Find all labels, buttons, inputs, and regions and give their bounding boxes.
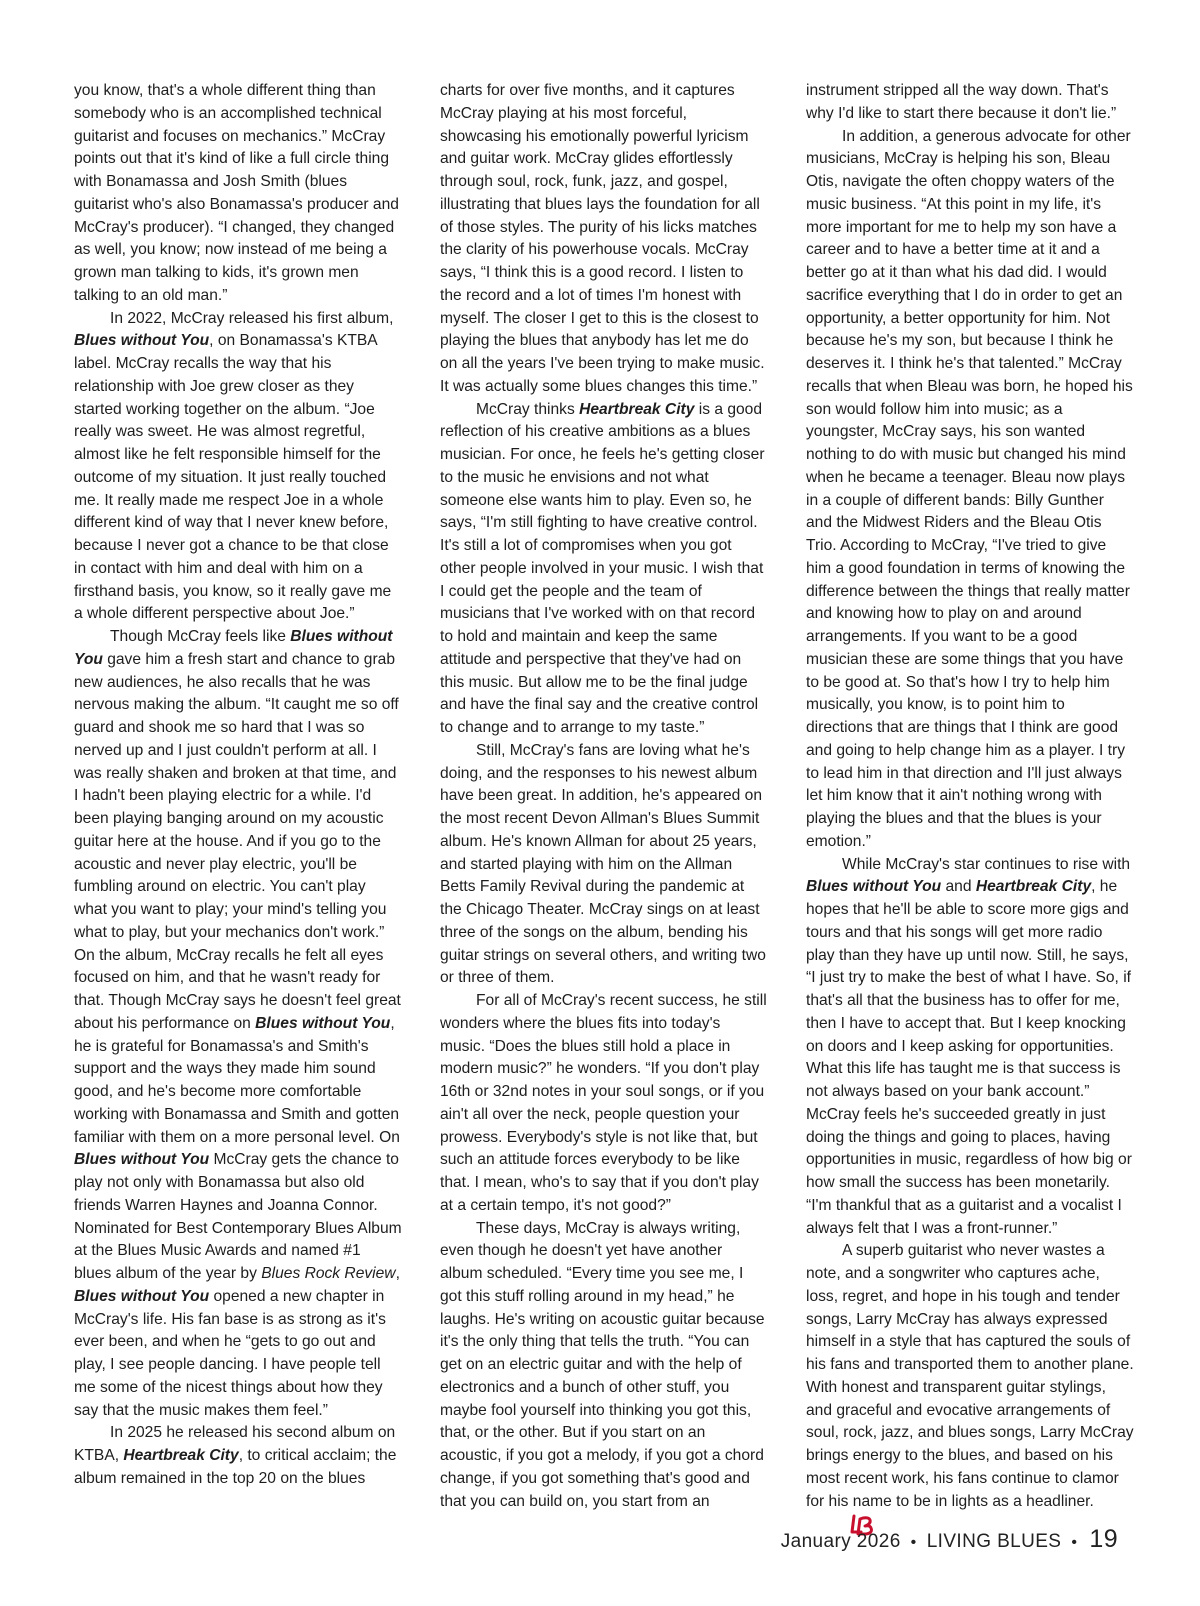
album-title: Blues without You xyxy=(74,1151,210,1169)
album-title: Blues without You xyxy=(255,1014,391,1032)
paragraph: instrument stripped all the way down. That's why I'd like to start there because it don't lie.” xyxy=(806,82,1117,122)
paragraph: In addition, a generous advocate for other musicians, McCray is helping his son, Bleau Otis, navigate the often choppy waters of the music business. “At this point in my life, it's more important for me to help my son have a career and to have a better time at it and a better go at it than what his dad did. I would sacrifice everything that I do in order to get an opportunity, a better opportunity for him. Not because he's my son, but because I think he deserves it. I think he's that talented.” McCray recalls that when Bleau was born, he hoped his son would follow him into music; as a youngster, McCray says, his son wanted nothing to do with music but changed his mind when he became a teenager. Bleau now plays in a couple of different bands: Billy Gunther and the Midwest Riders and the Bleau Otis Trio. According to McCray, “I've tried to give him a good foundation in terms of knowing the difference between the things that really matter and knowing how to play on and around arrangements. If you want to be a good musician these are some things that you have to be good at. So that's how I try to help him musically, you know, is to point him to directions that are things that I think are good and going to help change him as a player. I try to lead him in that direction and I'll just always let him know that it ain't nothing wrong with playing the blues and that the blues is your emotion.” xyxy=(806,127,1133,850)
article-column-2 xyxy=(440,80,768,1513)
page-number: 19 xyxy=(1089,1525,1118,1553)
page-footer xyxy=(781,1525,1118,1554)
album-title: Blues without You xyxy=(74,332,210,350)
paragraph: In 2022, McCray released his first album, Blues without You, on Bonamassa's KTBA label. McCray recalls the way that his relationship with Joe grew closer as they started working together on the album. “Joe really was sweet. He was almost regretful, almost like he felt responsible himself for the outcome of my situation. It just really touched me. It really made me respect Joe in a whole different kind of way that I never knew before, because I never got a chance to be that close in contact with him and deal with him on a firsthand basis, you know, so it really gave me a whole different perspective about Joe.” xyxy=(74,309,394,623)
issue-date: January 2026 xyxy=(780,1531,901,1552)
album-title: Blues without You xyxy=(74,1287,210,1305)
album-title: Heartbreak City xyxy=(579,400,695,418)
album-title: Blues without You xyxy=(806,878,942,896)
paragraph: While McCray's star continues to rise with Blues without You and Heartbreak City, he hopes that he'll be able to score more gigs and tours and that his songs will get more radio play than they have up until now. Still, he says, “I just try to make the best of what I have. So, if that's all that the business has to offer for me, then I have to accept that. But I keep knocking on doors and I keep asking for opportunities. What this life has taught me is that success is not always based on your bank account.” McCray feels he's succeeded greatly in just doing the things and going to places, having opportunities in music, regardless of how big or how small the success has been monetarily. “I'm thankful that as a guitarist and a vocalist I always felt that I was a front-runner.” xyxy=(806,855,1132,1237)
paragraph: In 2025 he released his second album on KTBA, Heartbreak City, to critical acclaim; the album remained in the top 20 on the blues xyxy=(74,1424,397,1487)
album-title: Heartbreak City xyxy=(123,1447,239,1464)
publication-title: Blues Rock Review xyxy=(261,1265,396,1282)
paragraph: Still, McCray's fans are loving what he's doing, and the responses to his newest album have been great. In addition, he's appeared on the most recent Devon Allman's Blues Summit album. He's known Allman for about 25 years, and started playing with him on the Allman Betts Family Revival during the pandemic at the Chicago Theater. McCray sings on at least three of the songs on the album, bending his guitar strings on several others, and writing two or three of them. xyxy=(440,741,766,987)
paragraph: charts for over five months, and it captures McCray playing at his most forceful, showcasing his emotionally powerful lyricism and guitar work. McCray glides effortlessly through soul, rock, funk, jazz, and gospel, illustrating that blues lays the foundation for all of those styles. The purity of his licks matches the clarity of his powerhouse vocals. McCray says, “I think this is a good record. I listen to the record and a lot of times I'm honest with myself. The closer I get to this is the closest to playing the blues that anybody has let me do on all the years I've been trying to make music. It was actually some blues changes this time.” xyxy=(440,82,765,395)
paragraph: For all of McCray's recent success, he still wonders where the blues fits into today's music. “Does the blues still hold a place in modern music?” he wonders. “If you don't play 16th or 32nd notes in your soul songs, or if you ain't all over the neck, people question your prowess. Everybody's style is not like that, but such an attitude forces everybody to be like that. I mean, who's to say that if you don't play at a certain tempo, it's not good?” xyxy=(440,992,767,1214)
album-title: Blues without You xyxy=(74,628,393,668)
paragraph: Though McCray feels like Blues without You gave him a fresh start and chance to grab new audiences, he also recalls that he was nervous making the album. “It caught me so off guard and shook me so hard that I was so nerved up and I just couldn't perform at all. I was really shaken and broken at that time, and I hadn't been playing electric for a while. I'd been playing banging around on my acoustic guitar here at the house. And if you go to the acoustic and never play electric, you'll be fumbling around on electric. You can't play what you want to play; your mind's telling you what to play, but your mechanics don't work.” On the album, McCray recalls he felt all eyes focused on him, and that he wasn't ready for that. Though McCray says he doesn't feel great about his performance on Blues without You, he is grateful for Bonamassa's and Smith's support and the ways they made him sound good, and he's become more comfortable working with Bonamassa and Smith and gotten familiar with them on a more personal level. On Blues without You McCray gets the chance to play not only with Bonamassa but also old friends Warren Haynes and Joanna Connor. Nominated for Best Contemporary Blues Album at the Blues Music Awards and named #1 blues album of the year by Blues Rock Review, Blues without You opened a new chapter in McCray's life. His fan base is as strong as it's ever been, and when he “gets to go out and play, I see people dancing. I have people tell me some of the nicest things about how they say that the music makes them feel.” xyxy=(74,628,402,1419)
album-title: Heartbreak City xyxy=(975,878,1092,896)
magazine-name: LIVING BLUES xyxy=(926,1531,1062,1552)
paragraph: you know, that's a whole different thing than somebody who is an accomplished technical guitarist and focuses on mechanics.” McCray points out that it's kind of like a full circle thing with Bonamassa and Josh Smith (blues guitarist who's also Bonamassa's producer and McCray's producer). “I changed, they changed as well, you know; now instead of me being a grown man talking to kids, it's grown men talking to an old man.” xyxy=(74,82,399,304)
footer-bullet: • xyxy=(1071,1534,1078,1551)
article-column-3 xyxy=(806,80,1134,1545)
paragraph: These days, McCray is always writing, even though he doesn't yet have another album scheduled. “Every time you see me, I got this stuff rolling around in my head,” he laughs. He's writing on acoustic guitar because it's the only thing that tells the truth. “You can get on an electric guitar and with the help of electronics and a bunch of other stuff, you maybe fool yourself into thinking you got this, that, or the other. But if you start on an acoustic, if you got a melody, if you got a chord change, if you got something that's good and that you can build on, you start from an xyxy=(440,1219,765,1510)
paragraph: A superb guitarist who never wastes a note, and a songwriter who captures ache, loss, regret, and hope in his tough and tender songs, Larry McCray has always expressed himself in a style that has captured the souls of his fans and transported them to another plane. With honest and transparent guitar stylings, and graceful and evocative arrangements of soul, rock, jazz, and blues songs, Larry McCray brings energy to the blues, and based on his most recent work, his fans continue to clamor for his name to be in lights as a headliner. xyxy=(806,1240,1134,1545)
paragraph: McCray thinks Heartbreak City is a good reflection of his creative ambitions as a blues musician. For once, he feels he's getting closer to the music he envisions and not what someone else wants him to play. Even so, he says, “I'm still fighting to have creative control. It's still a lot of compromises when you got other people involved in your music. I wish that I could get the people and the team of musicians that I've worked with on that record to hold and maintain and keep the same attitude and perspective that they've had on this music. But allow me to be the final judge and have the final say and the creative control to change and to arrange to my taste.” xyxy=(440,400,765,736)
footer-bullet: • xyxy=(910,1534,917,1551)
article-column-1 xyxy=(74,80,402,1491)
